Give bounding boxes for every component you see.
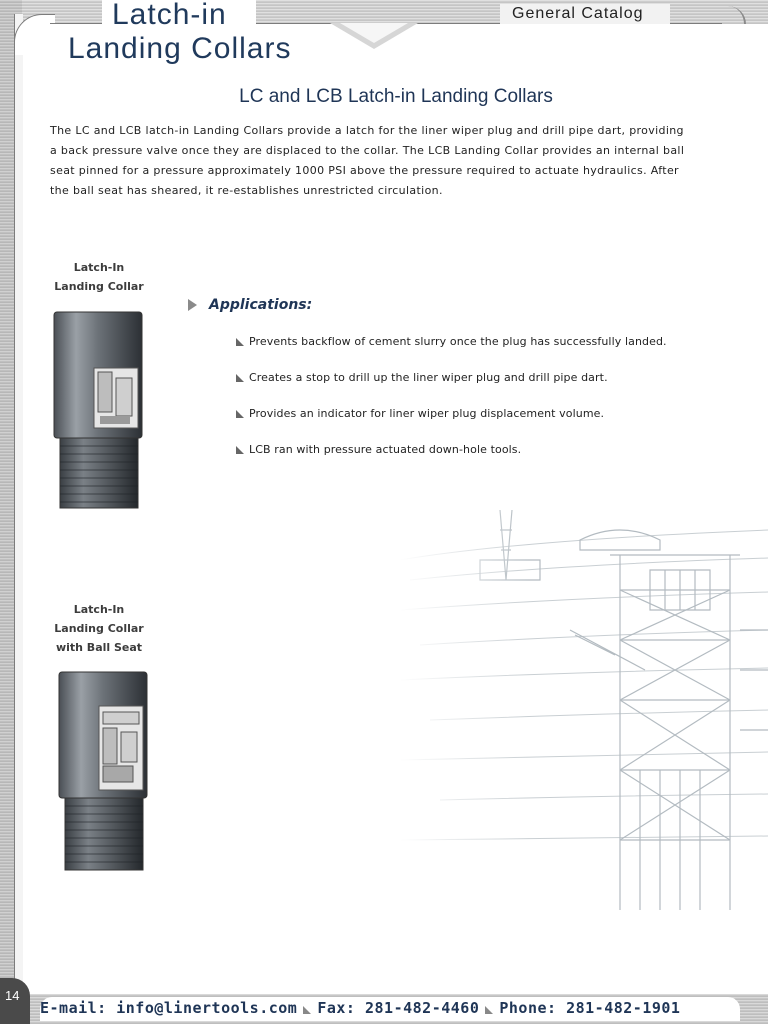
header-notch-inner bbox=[340, 23, 408, 43]
triangle-corner-icon bbox=[236, 446, 244, 454]
catalog-label: General Catalog bbox=[512, 5, 644, 22]
list-item bbox=[236, 441, 667, 477]
applications-list bbox=[236, 333, 667, 477]
footer-email[interactable]: E-mail: info@linertools.com bbox=[40, 999, 298, 1017]
triangle-right-icon bbox=[188, 299, 197, 311]
separator-icon bbox=[485, 1006, 493, 1014]
page-title-line1: Latch-in bbox=[112, 0, 227, 31]
triangle-corner-icon bbox=[236, 338, 244, 346]
footer-contact bbox=[40, 999, 680, 1017]
triangle-corner-icon bbox=[236, 410, 244, 418]
applications-heading bbox=[188, 297, 312, 313]
triangle-corner-icon bbox=[236, 374, 244, 382]
list-item bbox=[236, 405, 667, 441]
applications-heading-label: Applications: bbox=[209, 297, 313, 313]
application-text: Creates a stop to drill up the liner wiper plug and drill pipe dart. bbox=[249, 371, 608, 384]
application-text: LCB ran with pressure actuated down-hole tools. bbox=[249, 443, 522, 456]
page-title-line2: Landing Collars bbox=[68, 32, 292, 65]
page-frame-inner-edge bbox=[14, 14, 23, 994]
latch-in-landing-collar-image bbox=[50, 308, 150, 513]
section-heading: LC and LCB Latch-in Landing Collars bbox=[239, 86, 553, 107]
caption-line: Landing Collar bbox=[54, 280, 144, 293]
separator-icon bbox=[303, 1006, 311, 1014]
footer-phone: Phone: 281-482-1901 bbox=[499, 999, 681, 1017]
caption-line: with Ball Seat bbox=[55, 641, 143, 654]
list-item bbox=[236, 333, 667, 369]
caption-line: Landing Collar bbox=[54, 622, 144, 635]
latch-in-landing-collar-ball-seat-image bbox=[55, 668, 155, 873]
offshore-rig-illustration bbox=[400, 470, 768, 910]
page-number: 14 bbox=[5, 988, 20, 1003]
product-caption-latch-in-ball-seat bbox=[49, 600, 149, 657]
caption-line: Latch-In bbox=[73, 603, 125, 616]
intro-paragraph: The LC and LCB latch-in Landing Collars provide a latch for the liner wiper plug and drill pipe dart, providing a back pressure valve once they are displaced to the collar. The LCB Landing Collar provides an internal ball seat pinned for a pressure approximately 1000 PSI above the pressure required to actuate hydraulics. After the ball seat has sheared, it re-establishes unrestricted circulation. bbox=[50, 124, 685, 197]
application-text: Prevents backflow of cement slurry once the plug has successfully landed. bbox=[249, 335, 667, 348]
list-item bbox=[236, 369, 667, 405]
product-caption-latch-in bbox=[49, 258, 149, 296]
application-text: Provides an indicator for liner wiper plug displacement volume. bbox=[249, 407, 605, 420]
footer-fax: Fax: 281-482-4460 bbox=[317, 999, 480, 1017]
caption-line: Latch-In bbox=[73, 261, 125, 274]
